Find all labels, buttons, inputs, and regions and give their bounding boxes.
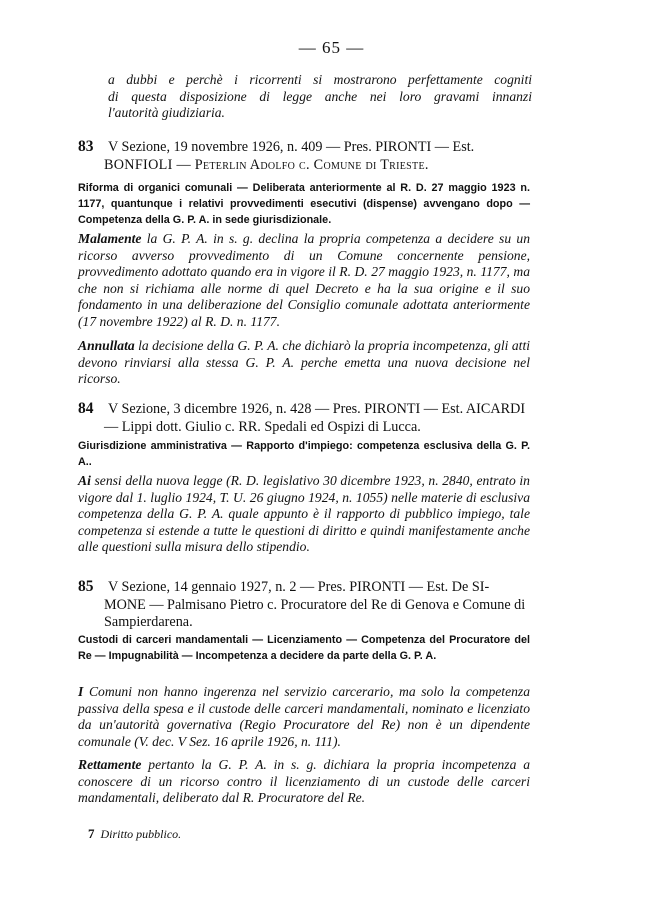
case-header-83 [78, 138, 530, 174]
intro-line: l'autorità giudiziaria. [108, 105, 225, 121]
case-number: 85 [78, 578, 94, 595]
case-citation-line1: V Sezione, 19 novembre 1926, n. 409 — Pres. PIRONTI — Est. [108, 139, 475, 155]
maxim-lead: Ai [78, 473, 91, 488]
intro-line: a dubbi e perchè i ricorrenti si mostrarono perfettamente cogniti [108, 72, 532, 87]
page-number: — 65 — [298, 38, 365, 57]
maxim-lead: Malamente [78, 231, 142, 246]
page-footer [88, 826, 181, 842]
case-maxim-84-1 [78, 473, 530, 556]
intro-paragraph [108, 72, 532, 122]
maxim-lead: Rettamente [78, 757, 142, 772]
case-maxim-83-2 [78, 338, 530, 388]
case-citation-line1: V Sezione, 3 dicembre 1926, n. 428 — Pres. PIRONTI — Est. AICARDI [108, 401, 526, 417]
case-maxim-85-1 [78, 684, 530, 750]
maxim-text: sensi della nuova legge (R. D. legislativo 30 dicembre 1923, n. 2840, entrato in vigore dal 1. luglio 1924, T. U. 26 giugno 1924, n. 1055) nelle materie di esclusiva competenza della G. P. A. quale appunto è il rapporto di pubblico impiego, tale competenza si estende a tutte le questioni di diritto e quindi manifestamente anche alle questioni sulla misura dello stipendio. [78, 473, 530, 555]
case-citation-line1: V Sezione, 14 gennaio 1927, n. 2 — Pres. PIRONTI — Est. De SI- [108, 579, 490, 595]
case-number: 83 [78, 138, 94, 155]
case-maxim-85-2 [78, 757, 530, 807]
intro-line: di questa disposizione di legge anche nei loro gravami innanzi [108, 88, 532, 104]
case-citation-line2: — Lippi dott. Giulio c. RR. Spedali ed Ospizi di Lucca. [104, 418, 421, 435]
case-maxim-83-1 [78, 231, 530, 331]
maxim-lead: Annullata [78, 338, 135, 353]
maxim-text: la decisione della G. P. A. che dichiarò la propria incompetenza, gli atti devono rinviarsi alla stessa G. P. A. perche emetta una nuova decisione nel ricorso. [78, 338, 530, 387]
case-keywords-83: Riforma di organici comunali — Deliberata anteriormente al R. D. 27 maggio 1923 n. 1177, quantunque i relativi provvedimenti esecutivi (dispense) avvengano dopo — Competenza della G. P. A. in sede giurisdizionale. [78, 182, 530, 226]
maxim-text: pertanto la G. P. A. in s. g. dichiara la propria incompetenza a conoscere di un ricorso contro il licenziamento di un custode delle carceri mandamentali, deliberato dal R. Procuratore del Re. [78, 757, 531, 806]
maxim-text: la G. P. A. in s. g. declina la propria competenza a decidere su un ricorso avverso provvedimento di un Comune concernente pensione, provvedimento adottato quando era in vigore il R. D. 27 maggio 1923, n. 1177, ma che non si richiama alle norme di quel Decreto e ha la sua origine e il suo fondamento in una deliberazione del Consiglio comunale adottata anteriormente (17 novembre 1922) al R. D. n. 1177. [78, 231, 530, 329]
maxim-text: Comuni non hanno ingerenza nel servizio carcerario, ma solo la competenza passiva della spesa e il custode delle carceri mandamentali, nominato e licenziato da un'autorità governativa (Regio Procuratore del Re) non è un dipendente comunale (V. dec. V Sez. 16 aprile 1926, n. 111). [78, 684, 530, 749]
signature-number: 7 [88, 826, 95, 841]
case-keywords-85: Custodi di carceri mandamentali — Licenziamento — Competenza del Procuratore del Re — Impugnabilità — Incompetenza a decidere da parte della G. P. A. [78, 634, 530, 662]
case-keywords-84: Giurisdizione amministrativa — Rapporto d'impiego: competenza esclusiva della G. P. A.. [78, 440, 530, 468]
case-citation-line2: BONFIOLI — Peterlin Adolfo c. Comune di Trieste. [104, 156, 429, 173]
maxim-lead: I [78, 684, 84, 699]
case-number: 84 [78, 400, 94, 417]
case-header-84 [78, 400, 530, 436]
case-citation-line2: MONE — Palmisano Pietro c. Procuratore del Re di Genova e Comune di Sampierdarena. [104, 596, 526, 630]
case-header-85 [78, 578, 530, 632]
footer-text: Diritto pubblico. [100, 827, 182, 841]
